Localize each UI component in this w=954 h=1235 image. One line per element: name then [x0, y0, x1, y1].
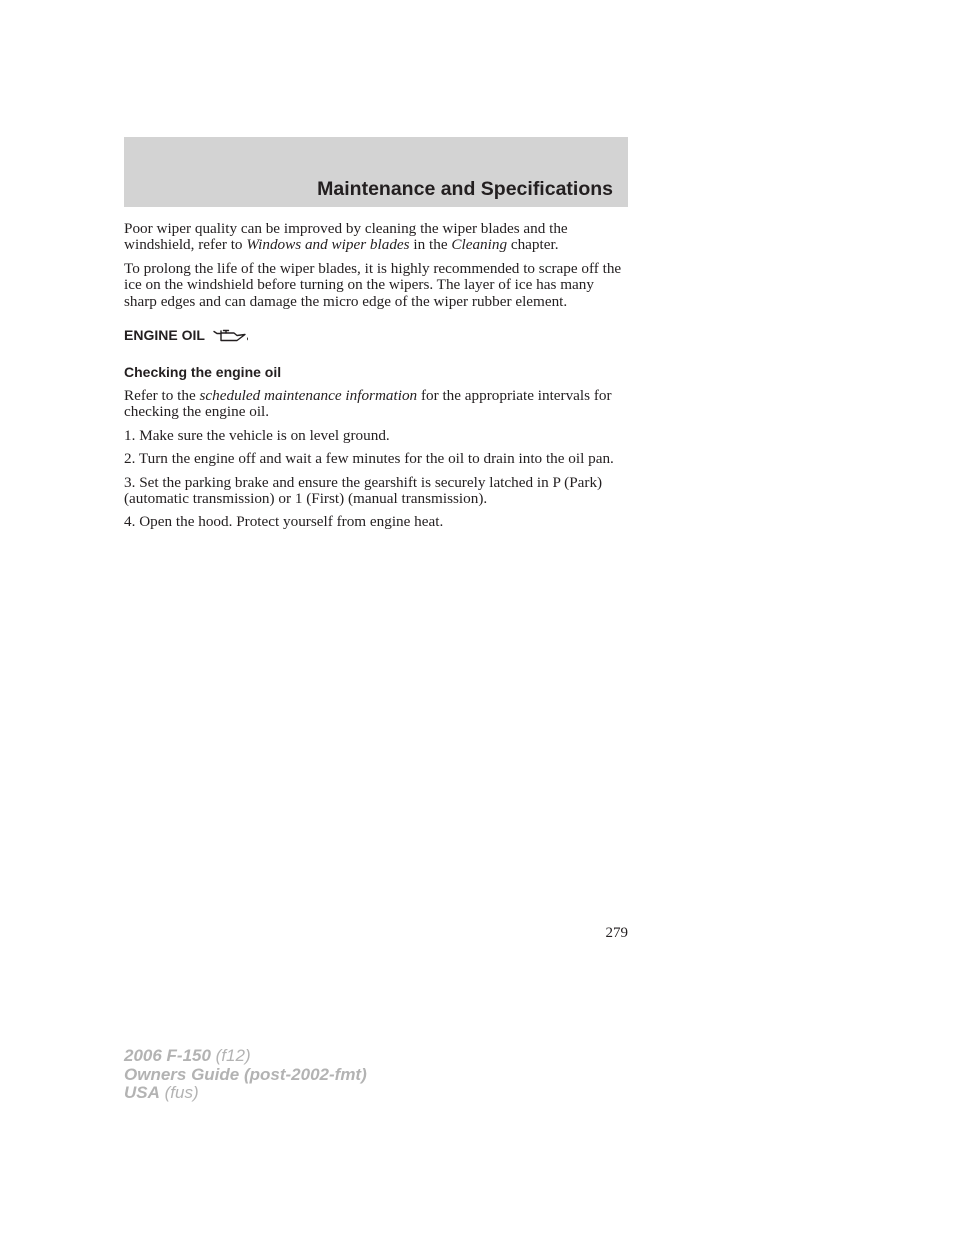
oil-can-icon: [213, 327, 251, 343]
footer-guide: Owners Guide (post-2002-fmt): [124, 1064, 367, 1084]
footer-line-2: [124, 1066, 367, 1085]
page-content: [124, 221, 630, 538]
intro-text-a: Refer to the: [124, 387, 200, 405]
footer-region: USA: [124, 1083, 160, 1102]
scheduled-maintenance-reference: scheduled maintenance information: [199, 387, 418, 405]
engine-oil-heading-text: ENGINE OIL: [124, 327, 205, 344]
step-1: 1. Make sure the vehicle is on level ground.: [124, 426, 390, 444]
footer-line-3: [124, 1084, 367, 1103]
windows-wiper-blades-reference: Windows and wiper blades: [246, 236, 410, 254]
wiper-text-b: in the: [409, 236, 452, 254]
intro-text-b: for the appropriate intervals for checking the engine oil.: [124, 387, 612, 421]
step-4: 4. Open the hood. Protect yourself from engine heat.: [124, 513, 444, 531]
section-title: Maintenance and Specifications: [317, 178, 613, 200]
wiper-text-c: chapter.: [507, 236, 559, 254]
prolong-wiper-paragraph: To prolong the life of the wiper blades, it is highly recommended to scrape off the ice on the windshield before turning on the wipers. The layer of ice has many sharp edges and can damage the micro edge of the wiper rubber element.: [124, 259, 622, 310]
footer-line-1: [124, 1047, 367, 1066]
footer-model: 2006 F-150: [124, 1046, 211, 1065]
step-3: 3. Set the parking brake and ensure the gearshift is securely latched in P (Park) (automatic transmission) or 1 (First) (manual transmission).: [124, 473, 603, 508]
document-footer: [124, 1047, 367, 1103]
checking-engine-oil-heading: Checking the engine oil: [124, 364, 282, 381]
footer-model-code: (f12): [210, 1046, 251, 1065]
page-number: 279: [605, 925, 628, 941]
engine-oil-intro-paragraph: [124, 388, 630, 421]
wiper-text-a: Poor wiper quality can be improved by cleaning the wiper blades and the windshield, refer to: [124, 220, 568, 254]
section-header-band: [124, 137, 628, 207]
footer-region-code: (fus): [159, 1083, 199, 1102]
engine-oil-heading: [124, 327, 630, 343]
wiper-quality-paragraph: [124, 221, 630, 254]
step-2: 2. Turn the engine off and wait a few minutes for the oil to drain into the oil pan.: [124, 450, 614, 468]
cleaning-chapter-reference: Cleaning: [451, 236, 508, 254]
